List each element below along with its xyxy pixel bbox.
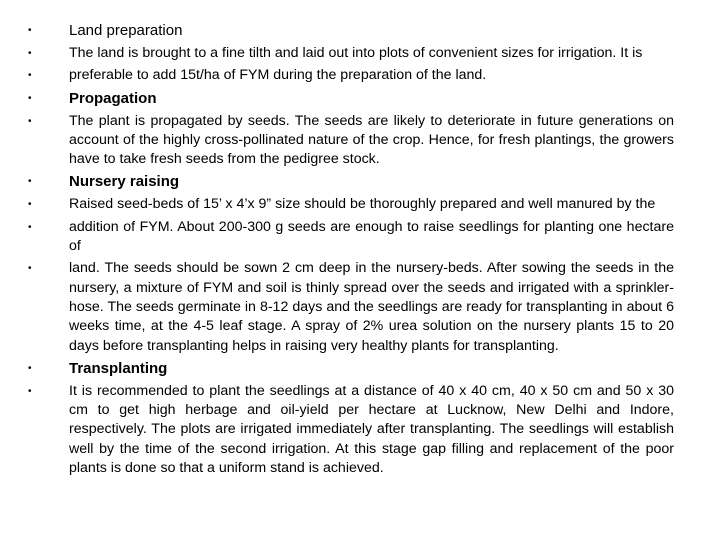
- bullet-icon: •: [28, 92, 32, 104]
- list-item: [28, 66, 674, 85]
- bullet-list: [28, 21, 674, 481]
- bullet-icon: •: [28, 115, 32, 127]
- bullet-icon: •: [28, 263, 32, 275]
- list-item: [28, 382, 674, 478]
- paragraph: addition of FYM. About 200-300 g seeds are enough to raise seedlings for planting one hectare of: [69, 218, 674, 255]
- paragraph: The plant is propagated by seeds. The seeds are likely to deteriorate in future generations on account of the highly cross-pollinated nature of the crop. Hence, for fresh plantings, the growers have to take fresh seeds from the pedigree stock.: [69, 112, 674, 168]
- paragraph: It is recommended to plant the seedlings at a distance of 40 x 40 cm, 40 x 50 cm and 50 x 30 cm to get high herbage and oil-yield per hectare at Lucknow, New Delhi and Indore, respectively. The plots are irrigated immediately after transplanting. The seedlings will establish well by the time of the second irrigation. At this stage gap filling and replacement of the poor plants is done so that a uniform stand is achieved.: [69, 382, 674, 477]
- paragraph: Raised seed-beds of 15’ x 4’x 9” size should be thoroughly prepared and well manured by the: [69, 196, 656, 213]
- section-heading: Propagation: [69, 89, 157, 107]
- section-heading: Land preparation: [69, 22, 183, 39]
- bullet-icon: •: [28, 25, 32, 36]
- bullet-icon: •: [28, 176, 32, 188]
- list-item: [28, 89, 674, 109]
- list-item: [28, 218, 674, 257]
- bullet-icon: •: [28, 48, 32, 59]
- bullet-icon: •: [28, 199, 32, 211]
- bullet-icon: •: [28, 362, 32, 374]
- paragraph: land. The seeds should be sown 2 cm deep in the nursery-beds. After sowing the seeds in the nursery, a mixture of FYM and soil is thinly spread over the seeds and irrigated with a sprinkler-hose. The seeds germinate in 8-12 days and the seedlings are ready for transplanting in about 6 weeks time, at the 4-5 leaf stage. A spray of 2% urea solution on the nursery plants 15 to 20 days before transplanting helps in raising very healthy plants for transplanting.: [69, 260, 674, 354]
- list-item: [28, 172, 674, 192]
- list-item: [28, 259, 674, 355]
- bullet-icon: •: [28, 70, 32, 82]
- bullet-icon: •: [28, 221, 32, 233]
- list-item: [28, 44, 674, 63]
- list-item: [28, 359, 674, 379]
- section-heading: Nursery raising: [69, 173, 180, 191]
- paragraph: preferable to add 15t/ha of FYM during the preparation of the land.: [69, 67, 487, 84]
- list-item: [28, 195, 674, 214]
- section-heading: Transplanting: [69, 359, 168, 377]
- paragraph: The land is brought to a fine tilth and laid out into plots of convenient sizes for irrigation. It is: [69, 45, 643, 61]
- bullet-icon: •: [28, 385, 32, 397]
- list-item: [28, 112, 674, 170]
- list-item: [28, 21, 674, 41]
